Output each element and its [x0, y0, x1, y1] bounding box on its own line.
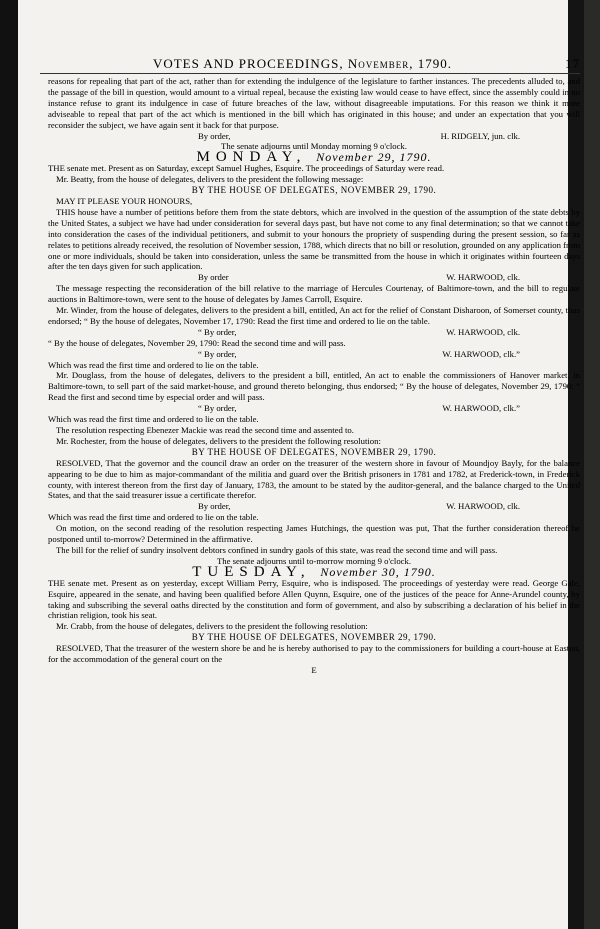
- resolution: RESOLVED, That the treasurer of the western shore be and he is hereby authorised to pay to the commissioners for building a court-house at Easton, for the accommodation of the general court on the: [48, 643, 580, 665]
- paragraph: Mr. Crabb, from the house of delegates, delivers to the president the following resolution:: [56, 621, 368, 632]
- signature-line: [48, 131, 580, 142]
- signature-line: [48, 327, 580, 338]
- signature-by-order: By order,: [198, 130, 231, 141]
- header-rule: [40, 73, 580, 74]
- salutation: MAY IT PLEASE YOUR HONOURS,: [56, 195, 193, 206]
- day-name: MONDAY,: [196, 149, 307, 166]
- signature-clerk: W. HARWOOD, clk.”: [442, 348, 520, 359]
- paragraph: The bill for the relief of sundry insolvent debtors confined in sundry gaols of this state, was read the second time and will pass.: [56, 544, 498, 555]
- signature-by-order: “ By order,: [198, 326, 237, 337]
- signature-clerk: W. HARWOOD, clk.: [446, 501, 520, 512]
- signature-by-order: By order,: [198, 501, 231, 512]
- signature-clerk: W. HARWOOD, clk.: [446, 272, 520, 283]
- paragraph: Mr. Rochester, from the house of delegates, delivers to the president the following resolution:: [56, 435, 381, 446]
- house-heading: BY THE HOUSE OF DELEGATES, NOVEMBER 29, 1790.: [191, 446, 437, 457]
- paragraph: Mr. Winder, from the house of delegates, delivers to the president a bill, entitled, An act for the relief of Constant Disharoon, of Somerset county, thus endorsed; “ By the house of delegates, November 17, 1790: Read the first time and ordered to lie on the table.: [48, 305, 580, 326]
- house-heading: BY THE HOUSE OF DELEGATES, NOVEMBER 29, 1790.: [191, 632, 437, 643]
- paragraph: Which was read the first time and ordered to lie on the table.: [48, 359, 259, 370]
- day-date: November 29, 1790.: [316, 150, 432, 165]
- document-body: [48, 76, 580, 676]
- signature-clerk: H. RIDGELY, jun. clk.: [440, 130, 520, 141]
- paragraph: THE senate met. Present as on yesterday, except William Perry, Esquire, who is indisposed. The proceedings of yesterday were read. George Gale, Esquire, appeared in the senate, and having been qualified before Allen Quynn, Esquire, one of the justices of the peace for Anne-Arundel county, by taking and subscribing the several oaths directed by the constitution and form of government, and also by subscribing a declaration of his belief in the christian religion, took his seat.: [48, 577, 580, 621]
- paragraph: On motion, on the second reading of the resolution respecting James Hutchings, the question was put, That the further consideration thereof be postponed until to-morrow? Determined in the affirmative.: [48, 523, 580, 545]
- paragraph: The message respecting the reconsideration of the bill relative to the marriage of Hercules Courtenay, of Baltimore-town, and the bill to regulate auctions in Baltimore-town, were sent to the house of delegates by James Carroll, Esquire.: [48, 283, 580, 305]
- quoted-endorsement: “ By the house of delegates, November 29, 1790: Read the second time and will pass.: [48, 337, 346, 348]
- paragraph: reasons for repealing that part of the act, rather than for extending the indulgence of the legislature to farther instances. The precedents alluded to, and the passage of the bill in question, would amount to a virtual repeal, because the existing law would cease to have effect, since the assembly could in no instance refuse to grant its indulgence in case of future breaches of the law, without disagreeable imputations. For this reason we think it more adviseable to repeal that part of the act which is mentioned in the bill which has originated in this house; and under an expectation that you will reconsider the subject, we have again sent it back for that purpose.: [48, 76, 580, 130]
- paragraph: Which was read the first time and ordered to lie on the table.: [48, 414, 259, 425]
- signature-line: [48, 501, 580, 512]
- page-number: 17: [565, 56, 580, 71]
- adjournment: The senate adjourns until to-morrow morning 9 o'clock.: [216, 555, 412, 566]
- paragraph: Mr. Beatty, from the house of delegates, delivers to the president the following message:: [56, 174, 364, 185]
- running-head: [40, 56, 580, 72]
- day-name: TUESDAY,: [192, 563, 311, 580]
- signature-line: [48, 349, 580, 360]
- signature-clerk: W. HARWOOD, clk.”: [442, 403, 520, 414]
- paragraph: THE senate met. Present as on Saturday, except Samuel Hughes, Esquire. The proceedings of Saturday were read.: [48, 163, 445, 174]
- day-heading-monday: [48, 149, 580, 166]
- signature-line: [48, 403, 580, 414]
- day-heading-tuesday: [48, 563, 580, 580]
- paragraph: Mr. Douglass, from the house of delegates, delivers to the president a bill, entitled, An act to enable the commissioners of Hanover market, in Baltimore-town, to sell part of the said market-house, and ground thereto belonging, thus endorsed; “ By the house of delegates, November 29, 1790: “ Read the first and second time by especial order and will pass.: [48, 370, 580, 403]
- day-date: November 30, 1790.: [320, 564, 436, 579]
- signature-by-order: “ By order,: [198, 348, 237, 359]
- house-heading: BY THE HOUSE OF DELEGATES, NOVEMBER 29, 1790.: [191, 185, 437, 196]
- signature-by-order: “ By order,: [198, 403, 237, 414]
- paragraph: The resolution respecting Ebenezer Mackie was read the second time and assented to.: [56, 425, 354, 435]
- page-title: VOTES AND PROCEEDINGS, November, 1790.: [152, 56, 453, 71]
- signature-by-order: By order: [198, 272, 229, 283]
- resolution: RESOLVED, That the governor and the council draw an order on the treasurer of the western shore in favour of Moundjoy Bayly, for the balance appearing to be due to him as major-commandant of the militia and guard over the British prisoners in 1781 and 1782, at Frederick-town, in Frederick county, with interest thereon from the first day of January, 1783, the amount to be stated by the auditor-general, and the balance charged to the United States, and that the said treasurer issue a certificate therefor.: [48, 457, 580, 501]
- paragraph: THIS house have a number of petitions before them from the state debtors, which are involved in the question of the assumption of the state debts by the United States, a subject we have had under consideration for several days past, but have not come to any final determination; so that we cannot take into consideration the cases of the individual petitioners, and submit to your honours the propriety of suspending during the present session, so far as relates to petitions already received, the resolution of November session, 1788, which directs that no bill or resolution, grounded on any application from one or more individuals, should be taken into consideration, unless the same be transmitted from the house in which it originates within fourteen days after the ten days given for such application.: [48, 206, 580, 272]
- scan-left-edge: [0, 0, 18, 929]
- adjournment: The senate adjourns until Monday morning 9 o'clock.: [221, 141, 407, 152]
- paragraph: Which was read the first time and ordered to lie on the table.: [48, 512, 259, 523]
- signature-mark: E: [311, 664, 317, 675]
- signature-clerk: W. HARWOOD, clk.: [446, 326, 520, 337]
- signature-line: [48, 272, 580, 283]
